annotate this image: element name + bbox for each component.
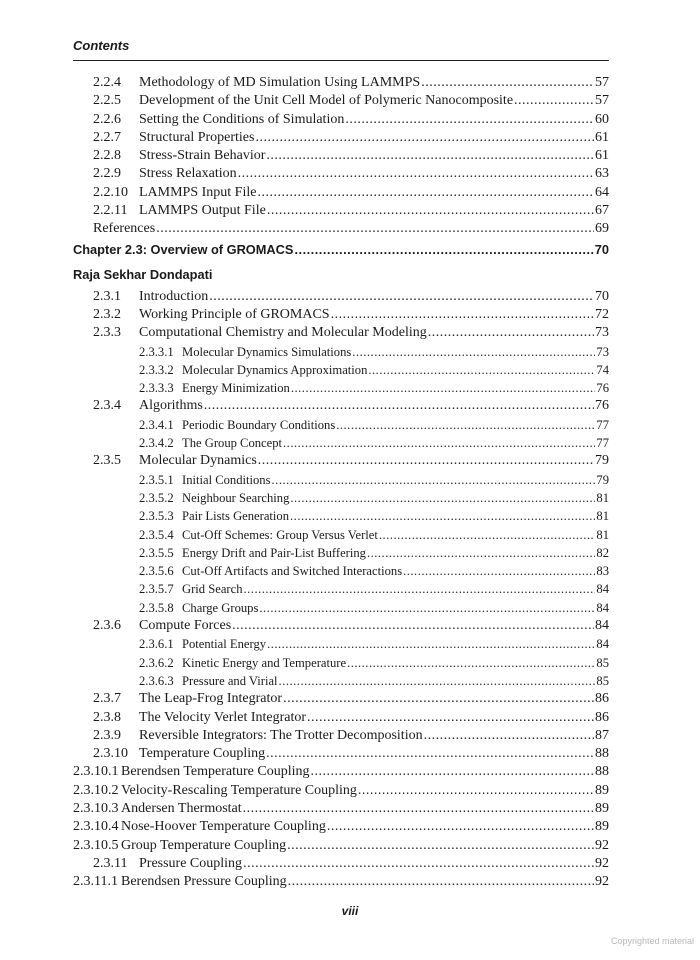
toc-entry-title: Pressure and Virial — [182, 673, 278, 688]
toc-entry-title: The Group Concept — [182, 436, 283, 451]
dot-leader — [267, 635, 595, 653]
dot-leader — [345, 111, 594, 129]
dot-leader — [307, 709, 594, 727]
chapter-title: Chapter 2.3: Overview of GROMACS — [73, 241, 294, 257]
toc-entry[interactable] — [73, 129, 609, 147]
toc-entry-number: 2.3.11.1 — [73, 874, 118, 890]
toc-entry-number: 2.3.8 — [93, 709, 121, 725]
toc-entry-number: 2.3.11 — [93, 855, 128, 871]
toc-entry-number: 2.2.8 — [93, 148, 121, 164]
dot-leader — [288, 873, 594, 891]
toc-entry-page: 84 — [596, 582, 609, 597]
toc-entry-page: 85 — [596, 655, 609, 670]
toc-entry-number: 2.3.7 — [93, 691, 121, 707]
toc-entry-title: Stress-Strain Behavior — [139, 148, 266, 164]
toc-entry-page: 84 — [596, 600, 609, 615]
toc-entry-title: Structural Properties — [139, 129, 255, 145]
toc-entry-page: 61 — [595, 129, 609, 145]
toc-entry-number: 2.3.6.2 — [139, 655, 174, 670]
dot-leader — [291, 379, 596, 397]
toc-entry[interactable] — [73, 489, 609, 507]
page-number: viii — [341, 904, 359, 918]
toc-entry-page: 86 — [595, 691, 609, 707]
dot-leader — [255, 129, 594, 147]
dot-leader — [238, 165, 594, 183]
toc-entry-page: 72 — [595, 306, 609, 322]
toc-entry-page: 60 — [595, 111, 609, 127]
toc-entry[interactable] — [73, 873, 609, 891]
toc-entry[interactable] — [73, 239, 609, 261]
toc-entry-title: Development of the Unit Cell Model of Polymeric Nanocomposite — [139, 93, 514, 109]
toc-entry-page: 81 — [596, 527, 609, 542]
toc-entry[interactable] — [73, 434, 609, 452]
dot-leader — [259, 599, 595, 617]
toc-entry[interactable] — [73, 709, 609, 727]
toc-entry-page: 77 — [596, 436, 609, 451]
toc-entry-page: 74 — [596, 362, 609, 377]
dot-leader — [287, 837, 594, 855]
dot-leader — [156, 220, 594, 238]
toc-entry-page: 89 — [595, 782, 609, 798]
toc-entry-title: Cut-Off Schemes: Group Versus Verlet — [182, 527, 378, 542]
toc-entry-number: 2.2.5 — [93, 93, 121, 109]
toc-entry-number: 2.3.3.2 — [139, 362, 174, 377]
toc-entry-page: 85 — [596, 673, 609, 688]
toc-entry-number: 2.3.10.2 — [73, 782, 119, 798]
chapter-author: Raja Sekhar Dondapati — [73, 266, 213, 282]
toc-entry[interactable] — [73, 544, 609, 562]
toc-entry-number: 2.3.5.5 — [139, 545, 174, 560]
dot-leader — [258, 452, 594, 470]
toc-entry[interactable] — [73, 818, 609, 836]
toc-entry[interactable] — [73, 855, 609, 873]
dot-leader — [379, 526, 596, 544]
toc-entry-title: Computational Chemistry and Molecular Modeling — [139, 325, 427, 341]
dot-leader — [266, 745, 594, 763]
toc-entry-page: 76 — [595, 398, 609, 414]
toc-entry-page: 82 — [596, 545, 609, 560]
toc-entry-number: 2.3.5.8 — [139, 600, 174, 615]
toc-entry-page: 81 — [596, 509, 609, 524]
toc-entry[interactable] — [73, 837, 609, 855]
toc-entry-number: 2.3.6 — [93, 618, 121, 634]
toc-entry-title: Grid Search — [182, 582, 243, 597]
toc-entry[interactable] — [73, 306, 609, 324]
dot-leader — [367, 544, 595, 562]
toc-entry-page: 89 — [595, 800, 609, 816]
toc-entry-number: 2.2.11 — [93, 203, 128, 219]
toc-entry-number: 2.3.4.1 — [139, 417, 174, 432]
toc-entry-page: 70 — [595, 288, 609, 304]
toc-entry-page: 77 — [596, 417, 609, 432]
toc-entry-title: Velocity-Rescaling Temperature Coupling — [121, 782, 357, 798]
toc-entry[interactable] — [73, 782, 609, 800]
toc-entry[interactable] — [73, 690, 609, 708]
toc-entry-number: 2.3.5.1 — [139, 472, 174, 487]
toc-entry-page: 87 — [595, 727, 609, 743]
toc-entry[interactable] — [73, 379, 609, 397]
toc-entry-page: 70 — [594, 241, 609, 257]
dot-leader — [358, 782, 594, 800]
toc-entry[interactable] — [73, 471, 609, 489]
toc-entry-page: 81 — [596, 490, 609, 505]
toc-entry[interactable] — [73, 635, 609, 653]
toc-entry[interactable] — [73, 111, 609, 129]
toc-entry-page: 57 — [595, 93, 609, 109]
table-of-contents — [73, 74, 609, 891]
running-header: Contents — [73, 38, 130, 53]
toc-entry-number: 2.3.4 — [93, 398, 121, 414]
toc-entry-title: Stress Relaxation — [139, 166, 237, 182]
toc-entry[interactable] — [73, 599, 609, 617]
dot-leader — [428, 324, 594, 342]
toc-entry[interactable] — [73, 654, 609, 672]
toc-entry-title: Working Principle of GROMACS — [139, 306, 330, 322]
toc-entry-page: 89 — [595, 819, 609, 835]
toc-entry-title: The Leap-Frog Integrator — [139, 691, 283, 707]
toc-entry-number: 2.3.10 — [93, 746, 128, 762]
toc-entry-number: 2.3.10.4 — [73, 819, 119, 835]
toc-entry[interactable] — [73, 507, 609, 525]
toc-entry-page: 63 — [595, 166, 609, 182]
toc-entry-number: 2.3.5.3 — [139, 509, 174, 524]
toc-entry[interactable] — [73, 452, 609, 470]
toc-entry-title: Reversible Integrators: The Trotter Decomposition — [139, 727, 423, 743]
toc-entry-title: Charge Groups — [182, 600, 259, 615]
dot-leader — [244, 580, 596, 598]
toc-entry-number: 2.2.10 — [93, 184, 128, 200]
toc-entry-title: Energy Drift and Pair-List Buffering — [182, 545, 366, 560]
toc-entry[interactable] — [73, 617, 609, 635]
toc-entry-title: Molecular Dynamics Approximation — [182, 362, 368, 377]
toc-entry-title: Algorithms — [139, 398, 203, 414]
toc-entry-page: 92 — [595, 837, 609, 853]
dot-leader — [424, 727, 594, 745]
dot-leader — [403, 562, 595, 580]
toc-entry-number: 2.3.2 — [93, 306, 121, 322]
dot-leader — [514, 92, 594, 110]
toc-entry[interactable] — [73, 397, 609, 415]
toc-entry-title: Pair Lists Generation — [182, 509, 290, 524]
dot-leader — [290, 489, 595, 507]
toc-entry-title: LAMMPS Input File — [139, 184, 257, 200]
toc-entry[interactable] — [73, 416, 609, 434]
toc-entry-page: 79 — [595, 453, 609, 469]
toc-entry-number: 2.2.7 — [93, 129, 121, 145]
dot-leader — [336, 416, 595, 434]
toc-entry-title: References — [93, 221, 156, 237]
dot-leader — [347, 654, 595, 672]
dot-leader — [267, 202, 594, 220]
toc-entry[interactable] — [73, 220, 609, 238]
toc-entry[interactable] — [73, 580, 609, 598]
toc-entry[interactable] — [73, 672, 609, 690]
toc-entry-title: Potential Energy — [182, 637, 267, 652]
toc-entry-page: 76 — [596, 381, 609, 396]
dot-leader — [283, 434, 595, 452]
toc-entry-number: 2.3.6.3 — [139, 673, 174, 688]
toc-entry-page: 88 — [595, 764, 609, 780]
toc-entry-number: 2.3.3 — [93, 325, 121, 341]
toc-entry-page: 92 — [595, 874, 609, 890]
toc-entry-title: Berendsen Pressure Coupling — [121, 874, 287, 890]
toc-entry-number: 2.3.9 — [93, 727, 121, 743]
toc-entry-number: 2.3.3.1 — [139, 344, 174, 359]
toc-entry-title: The Velocity Verlet Integrator — [139, 709, 307, 725]
dot-leader — [243, 855, 594, 873]
dot-leader — [331, 306, 594, 324]
toc-entry-title: Berendsen Temperature Coupling — [121, 764, 310, 780]
toc-entry[interactable] — [73, 92, 609, 110]
toc-entry[interactable] — [73, 147, 609, 165]
toc-entry-number: 2.3.5.7 — [139, 582, 174, 597]
toc-entry-page: 73 — [595, 325, 609, 341]
toc-entry-page: 57 — [595, 75, 609, 90]
toc-entry-title: Molecular Dynamics — [139, 453, 257, 469]
toc-entry[interactable] — [73, 343, 609, 361]
dot-leader — [294, 239, 593, 261]
toc-entry[interactable] — [73, 74, 609, 92]
dot-leader — [352, 343, 595, 361]
toc-entry-number: 2.3.5.2 — [139, 490, 174, 505]
toc-entry-page: 61 — [595, 148, 609, 164]
toc-entry-page: 69 — [595, 221, 609, 237]
dot-leader — [257, 184, 594, 202]
toc-entry-number: 2.3.10.5 — [73, 837, 119, 853]
toc-entry-number: 2.2.4 — [93, 75, 121, 90]
toc-entry-title: Molecular Dynamics Simulations — [182, 344, 352, 359]
toc-entry[interactable] — [73, 165, 609, 183]
toc-entry-page: 84 — [596, 637, 609, 652]
toc-entry-number: 2.3.6.1 — [139, 637, 174, 652]
toc-entry-number: 2.2.9 — [93, 166, 121, 182]
toc-entry-page: 86 — [595, 709, 609, 725]
toc-entry-title: Kinetic Energy and Temperature — [182, 655, 347, 670]
toc-entry[interactable] — [73, 727, 609, 745]
toc-entry-page: 92 — [595, 855, 609, 871]
toc-entry-number: 2.3.1 — [93, 288, 121, 304]
dot-leader — [243, 800, 594, 818]
toc-entry-number: 2.3.3.3 — [139, 381, 174, 396]
toc-entry[interactable] — [73, 562, 609, 580]
toc-entry[interactable] — [73, 763, 609, 781]
dot-leader — [311, 763, 595, 781]
dot-leader — [290, 507, 595, 525]
dot-leader — [327, 818, 594, 836]
toc-entry[interactable] — [73, 361, 609, 379]
toc-entry-page: 67 — [595, 203, 609, 219]
toc-entry-number: 2.3.5 — [93, 453, 121, 469]
toc-entry-number: 2.3.10.3 — [73, 800, 119, 816]
toc-entry-title: Andersen Thermostat — [121, 800, 242, 816]
toc-entry-title: LAMMPS Output File — [139, 203, 266, 219]
toc-entry-title: Methodology of MD Simulation Using LAMMPS — [139, 75, 421, 90]
dot-leader — [209, 288, 594, 306]
toc-entry-title: Pressure Coupling — [139, 855, 243, 871]
toc-entry-title: Group Temperature Coupling — [121, 837, 287, 853]
toc-entry-number: 2.3.5.6 — [139, 564, 174, 579]
dot-leader — [266, 147, 594, 165]
dot-leader — [421, 74, 594, 92]
toc-entry-title: Setting the Conditions of Simulation — [139, 111, 345, 127]
toc-entry-page: 84 — [595, 618, 609, 634]
toc-entry-number: 2.3.10.1 — [73, 764, 119, 780]
toc-entry[interactable] — [73, 184, 609, 202]
toc-entry-number: 2.3.4.2 — [139, 436, 174, 451]
dot-leader — [283, 690, 594, 708]
toc-entry-page: 79 — [596, 472, 609, 487]
dot-leader — [368, 361, 595, 379]
toc-entry-page: 83 — [596, 564, 609, 579]
toc-entry-title: Temperature Coupling — [139, 746, 266, 762]
toc-entry-title: Energy Minimization — [182, 381, 290, 396]
copyright-watermark: Copyrighted material — [610, 936, 694, 946]
toc-entry[interactable] — [73, 745, 609, 763]
toc-entry-title: Introduction — [139, 288, 209, 304]
toc-entry-title: Initial Conditions — [182, 472, 271, 487]
header-rule — [73, 60, 609, 61]
toc-entry[interactable] — [73, 202, 609, 220]
toc-entry[interactable] — [73, 324, 609, 342]
toc-entry-title: Neighbour Searching — [182, 490, 290, 505]
toc-entry[interactable] — [73, 288, 609, 306]
toc-entry-page: 64 — [595, 184, 609, 200]
toc-entry[interactable] — [73, 800, 609, 818]
dot-leader — [279, 672, 596, 690]
toc-entry[interactable] — [73, 526, 609, 544]
toc-entry-title: Periodic Boundary Conditions — [182, 417, 336, 432]
dot-leader — [204, 397, 594, 415]
toc-entry-page: 88 — [595, 746, 609, 762]
dot-leader — [232, 617, 594, 635]
toc-entry-number: 2.3.5.4 — [139, 527, 174, 542]
toc-entry[interactable] — [73, 261, 609, 288]
toc-entry-title: Cut-Off Artifacts and Switched Interactions — [182, 564, 403, 579]
toc-entry-title: Compute Forces — [139, 618, 232, 634]
toc-entry-page: 73 — [596, 344, 609, 359]
toc-entry-number: 2.2.6 — [93, 111, 121, 127]
toc-entry-title: Nose-Hoover Temperature Coupling — [121, 819, 326, 835]
dot-leader — [272, 471, 596, 489]
